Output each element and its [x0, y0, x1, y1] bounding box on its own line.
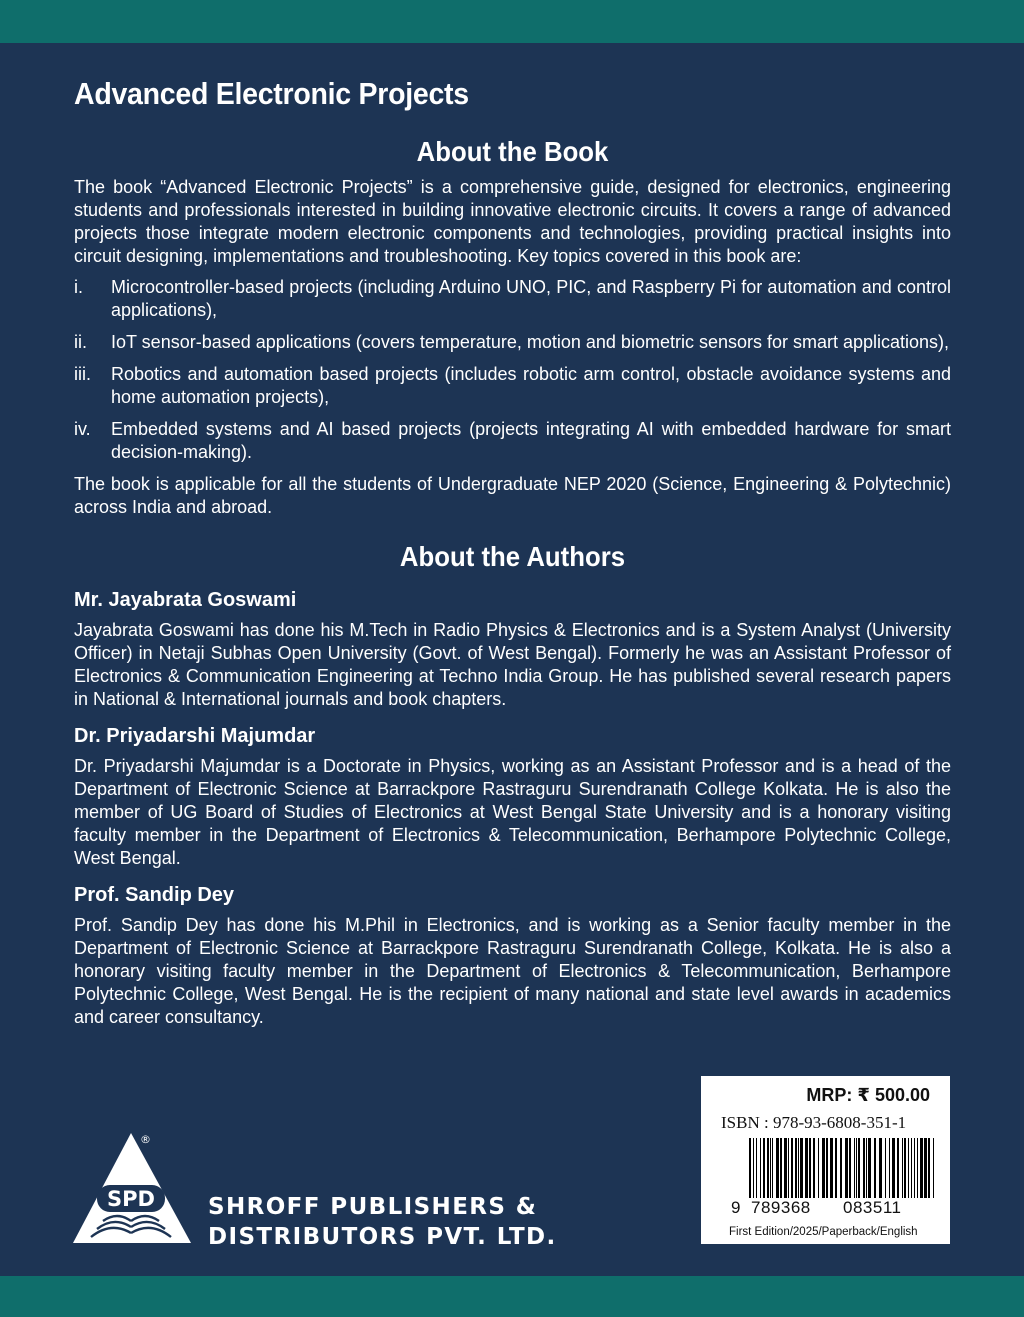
list-item: [74, 418, 951, 464]
barcode-bar: [822, 1138, 825, 1198]
top-teal-band: [0, 0, 1024, 43]
price-isbn-box: [701, 1076, 950, 1244]
author-name: Prof. Sandip Dey: [74, 884, 235, 906]
barcode-bar: [858, 1138, 860, 1198]
list-item-number: ii.: [74, 332, 87, 352]
author-bio: Dr. Priyadarshi Majumdar is a Doctorate in Physics, working as an Assistant Professor and is a head of the Department of Electronic Science at Barrackpore Rastraguru Surendranath College Kolkata. He is also the member of UG Board of Studies of Electronics at West Bengal State University and is a honorary visiting faculty member in the Department of Electronics & Telecommunication, Berhampore Polytechnic College, West Bengal.: [74, 756, 951, 868]
spd-logo-icon: [73, 1133, 193, 1245]
barcode-bar: [933, 1138, 934, 1198]
spd-logo: [73, 1133, 193, 1245]
barcode-bar: [809, 1138, 811, 1198]
publisher-line-1: SHROFF PUBLISHERS &: [208, 1194, 538, 1220]
list-item-number: iv.: [74, 419, 91, 439]
barcode-bar: [863, 1138, 865, 1198]
author-bio: Jayabrata Goswami has done his M.Tech in Radio Physics & Electronics and is a System Analyst (University Officer) in Netaji Subhas Open University (Govt. of West Bengal). Formerly he was an Assistant Professor of Electronics & Communication Engineering at Techno India Group. He has published several research papers in National & International journals and book chapters.: [74, 620, 951, 709]
barcode-bar: [767, 1138, 769, 1198]
barcode-bar: [784, 1138, 787, 1198]
barcode-bar: [908, 1138, 909, 1198]
barcode-bar: [826, 1138, 828, 1198]
barcode-bar: [776, 1138, 779, 1198]
barcode-bar: [924, 1138, 927, 1198]
mrp-price: MRP: ₹ 500.00: [806, 1085, 930, 1105]
barcode-bar: [892, 1138, 895, 1198]
barcode-bar: [889, 1138, 890, 1198]
about-authors-heading: About the Authors: [399, 541, 626, 572]
barcode-bar: [800, 1138, 803, 1198]
barcode-digit-group: 083511: [843, 1198, 902, 1217]
list-item: [74, 331, 951, 354]
barcode-bar: [914, 1138, 915, 1198]
about-book-intro: The book “Advanced Electronic Projects” is a comprehensive guide, designed for electronics, engineering students and professionals interested in building innovative electronic circuits. It covers a range of advanced projects those integrate modern electronic components and technologies, providing practical insights into circuit designing, implementations and troubleshooting. Key topics covered in this book are:: [74, 177, 951, 266]
barcode-bar: [854, 1138, 855, 1198]
barcode-bar: [835, 1138, 837, 1198]
barcode-bar: [840, 1138, 842, 1198]
publisher-name: [208, 1192, 557, 1252]
barcode-bar: [830, 1138, 833, 1198]
barcode-bar: [866, 1138, 867, 1198]
registered-mark: ®: [140, 1133, 151, 1146]
list-item-number: i.: [74, 277, 83, 297]
barcode-bar: [879, 1138, 882, 1198]
barcode-bar: [911, 1138, 912, 1198]
barcode-bar: [928, 1138, 930, 1198]
barcode-bar: [902, 1138, 903, 1198]
list-item: [74, 363, 951, 409]
applicability-text: The book is applicable for all the students of Undergraduate NEP 2020 (Science, Engineering & Polytechnic) across India and abroad.: [74, 474, 951, 517]
barcode-bar: [920, 1138, 923, 1198]
barcode-icon: [749, 1138, 935, 1198]
list-item-number: iii.: [74, 364, 91, 384]
publisher-line-2: DISTRIBUTORS PVT. LTD.: [208, 1224, 557, 1250]
author-name: Dr. Priyadarshi Majumdar: [74, 725, 316, 747]
barcode-bar: [917, 1138, 918, 1198]
list-item-text: IoT sensor-based applications (covers temperature, motion and biometric sensors for smart applications),: [111, 332, 950, 352]
author-name: Mr. Jayabrata Goswami: [74, 589, 297, 611]
barcode-bar: [772, 1138, 773, 1198]
barcode-bar: [856, 1138, 857, 1198]
author-bio: Prof. Sandip Dey has done his M.Phil in Electronics, and is working as a Senior faculty member in the Department of Electronic Science at Barrackpore Rastraguru Surendranath College, Kolkata. He is also a honorary visiting faculty member in the Department of Electronics & Telecommunication, Berhampore Polytechnic College, West Bengal. He is the recipient of many national and state level awards in academics and career consultancy.: [74, 915, 951, 1027]
barcode-bar: [813, 1138, 815, 1198]
barcode-bar: [760, 1138, 761, 1198]
list-item-text: Microcontroller-based projects (including Arduino UNO, PIC, and Raspberry Pi for automation and control applications),: [111, 277, 951, 320]
barcode-bar: [868, 1138, 871, 1198]
barcode-bar: [818, 1138, 819, 1198]
isbn-number: ISBN : 978-93-6808-351-1: [721, 1113, 907, 1132]
barcode-bar: [885, 1138, 886, 1198]
barcode-bar: [788, 1138, 789, 1198]
barcode-bar: [904, 1138, 906, 1198]
about-book-heading: About the Book: [416, 136, 609, 167]
edition-info: First Edition/2025/Paperback/English: [729, 1226, 918, 1238]
list-item-text: Embedded systems and AI based projects (projects integrating AI with embedded hardware for smart decision-making).: [111, 419, 951, 462]
barcode-bar: [805, 1138, 808, 1198]
logo-text: SPD: [107, 1187, 155, 1211]
topics-list: [74, 276, 951, 464]
barcode: [749, 1138, 935, 1198]
book-title: Advanced Electronic Projects: [74, 76, 469, 111]
barcode-bar: [753, 1138, 754, 1198]
barcode-digit-group: 9: [731, 1198, 741, 1217]
barcode-bar: [897, 1138, 899, 1198]
list-item: [74, 276, 951, 322]
barcode-bar: [780, 1138, 782, 1198]
barcode-bar: [874, 1138, 876, 1198]
barcode-bar: [845, 1138, 848, 1198]
barcode-bar: [756, 1138, 757, 1198]
barcode-bar: [849, 1138, 851, 1198]
barcode-bar: [749, 1138, 751, 1198]
back-cover-content: [74, 76, 951, 1029]
barcode-bar: [791, 1138, 793, 1198]
barcode-bar: [798, 1138, 799, 1198]
barcode-bar: [795, 1138, 797, 1198]
bottom-teal-band: [0, 1276, 1024, 1317]
list-item-text: Robotics and automation based projects (includes robotic arm control, obstacle avoidance systems and home automation projects),: [111, 364, 951, 407]
barcode-bar: [763, 1138, 765, 1198]
barcode-bar: [770, 1138, 771, 1198]
barcode-digit-group: 789368: [751, 1198, 811, 1217]
